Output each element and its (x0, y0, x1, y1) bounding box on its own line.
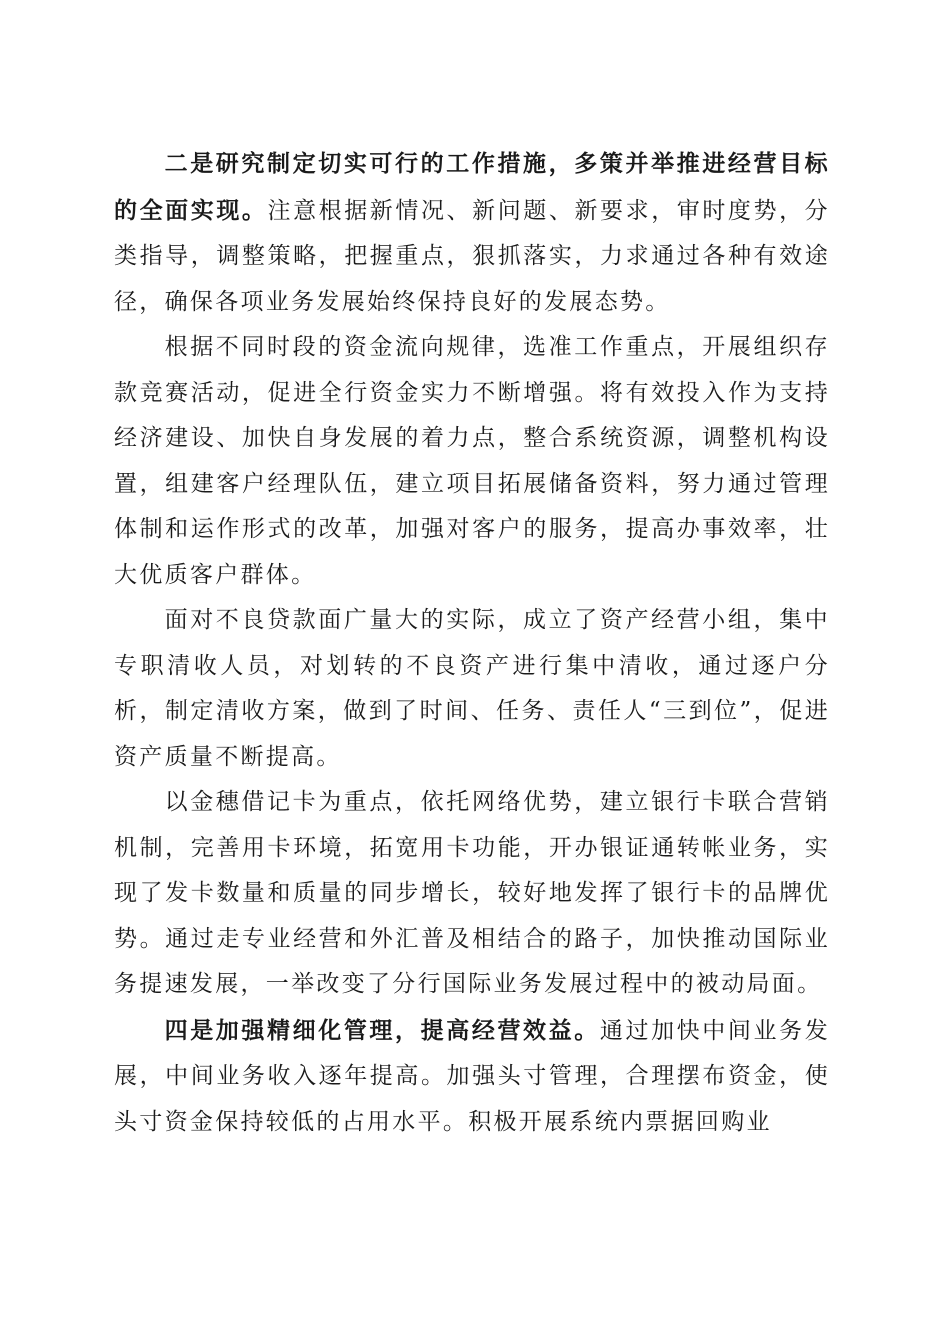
paragraph-1 (114, 141, 830, 325)
paragraph-5-text: 通过加快中间业务发展，中间业务收入逐年提高。加强头寸管理，合理摆布资金，使头寸资金保持较低的占用水平。积极开展系统内票据回购业 (114, 1017, 830, 1135)
paragraph-2-text: 根据不同时段的资金流向规律，选准工作重点，开展组织存款竞赛活动，促进全行资金实力不断增强。将有效投入作为支持经济建设、加快自身发展的着力点，整合系统资源，调整机构设置，组建客户经理队伍，建立项目拓展储备资料，努力通过管理体制和运作形式的改革，加强对客户的服务，提高办事效率，壮大优质客户群体。 (114, 334, 830, 588)
paragraph-4-text: 以金穗借记卡为重点，依托网络优势，建立银行卡联合营销机制，完善用卡环境，拓宽用卡功能，开办银证通转帐业务，实现了发卡数量和质量的同步增长，较好地发挥了银行卡的品牌优势。通过走专业经营和外汇普及相结合的路子，加快推动国际业务提速发展，一举改变了分行国际业务发展过程中的被动局面。 (114, 789, 830, 997)
paragraph-3 (114, 598, 830, 780)
document-body (114, 141, 830, 1145)
paragraph-2 (114, 325, 830, 598)
paragraph-4 (114, 780, 830, 1008)
paragraph-5 (114, 1008, 830, 1146)
paragraph-3-text: 面对不良贷款面广量大的实际，成立了资产经营小组，集中专职清收人员，对划转的不良资产进行集中清收，通过逐户分析，制定清收方案，做到了时间、任务、责任人“三到位”，促进资产质量不断提高。 (114, 607, 830, 770)
paragraph-1-heading: 二是研究制定切实可行的工作措施，多策并举推进经营目标的全面实现。 (114, 150, 830, 224)
paragraph-5-heading: 四是加强精细化管理，提高经营效益。 (164, 1016, 600, 1044)
paragraph-1-text: 注意根据新情况、新问题、新要求，审时度势，分类指导，调整策略，把握重点，狠抓落实，力求通过各种有效途径，确保各项业务发展始终保持良好的发展态势。 (114, 197, 830, 315)
